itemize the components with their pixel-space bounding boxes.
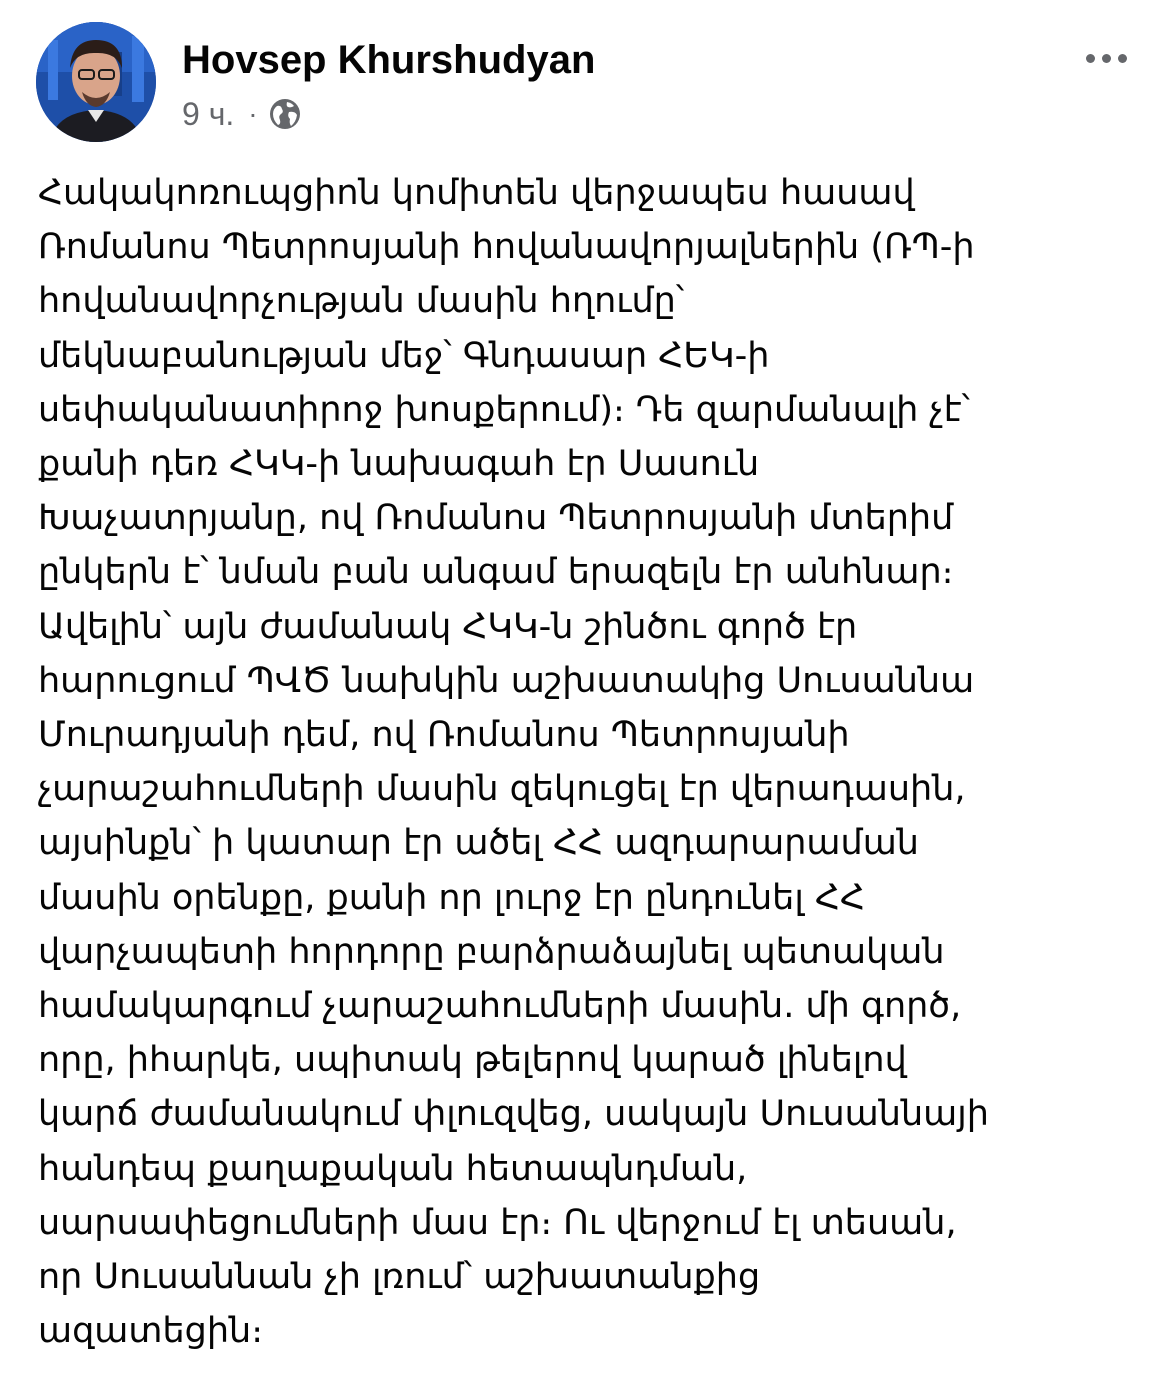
post-text-line: հովանավորչության մասին հղումը՝ (38, 281, 685, 322)
post-text-line: հարուցում ՊՎԾ նախկին աշխատակից Սուսաննա (38, 660, 975, 701)
post-text-line: Հակակոռուպցիոն կոմիտեն վերջապես հասավ (38, 173, 915, 213)
post-text-line: Ռոմանոս Պետրոսյանի հովանավորյալներին (ՌՊ-ի (38, 227, 975, 268)
author-avatar[interactable] (36, 22, 156, 142)
post-text-line: կարճ ժամանակում փլուզվեց, սակայն Սուսաննայի (38, 1094, 989, 1135)
meta-separator: · (248, 98, 258, 129)
post-text-line: այսինքն՝ ի կատար էր ածել ՀՀ ազդարարաման (38, 823, 919, 864)
post-text-line: չարաշահումների մասին զեկուցել էր վերադասին, (38, 769, 966, 810)
post-text-line: մասին օրենքը, քանի որ լուրջ էր ընդունել ՀՀ (38, 877, 866, 918)
post-text-line: հանդեպ քաղաքական հետապնդման, (38, 1148, 748, 1189)
author-name[interactable]: Hovsep Khurshudyan (182, 38, 596, 82)
post-text-line: սեփականատիրոջ խոսքերում)։ Դե զարմանալի չէ՝ (38, 389, 970, 430)
post-text-line: ազատեցին։ (38, 1311, 263, 1352)
post-text-line: ընկերն է՝ նման բան անգամ երազելն էր անհնար։ (38, 552, 954, 593)
profile-photo-icon (36, 22, 156, 142)
post-body (38, 166, 1138, 1366)
post-text-line: վարչապետի հորդորը բարձրաձայնել պետական (38, 931, 945, 972)
post-text-line: Ավելին՝ այն ժամանակ ՀԿԿ-ն շինծու գործ էր (38, 606, 858, 647)
more-options-button[interactable] (1076, 38, 1136, 78)
post-text-line: որ Սուսաննան չի լռում՝ աշխատանքից (38, 1257, 761, 1298)
post-text-line: Մուրադյանի դեմ, ով Ռոմանոս Պետրոսյանի (38, 715, 850, 756)
post-text-line: համակարգում չարաշահումների մասին. մի գործ, (38, 986, 962, 1027)
more-horizontal-icon (1086, 54, 1127, 63)
post-text-line: Խաչատրյանը, ով Ռոմանոս Պետրոսյանի մտերիմ (38, 498, 954, 539)
post-text-line: մեկնաբանության մեջ՝ Գնդասար ՀԵԿ-ի (38, 335, 770, 376)
post-meta (182, 94, 302, 134)
post-timestamp[interactable]: 9 ч. (182, 95, 235, 132)
globe-icon[interactable] (268, 97, 302, 131)
post-text-line: քանի դեռ ՀԿԿ-ի նախագահ էր Սասուն (38, 444, 760, 485)
post-header (36, 22, 1136, 146)
post-text-line: որը, իհարկե, սպիտակ թելերով կարած լինելով (38, 1040, 907, 1081)
post-text-line: սարսափեցումների մաս էր։ Ու վերջում էլ տեսան, (38, 1202, 957, 1243)
